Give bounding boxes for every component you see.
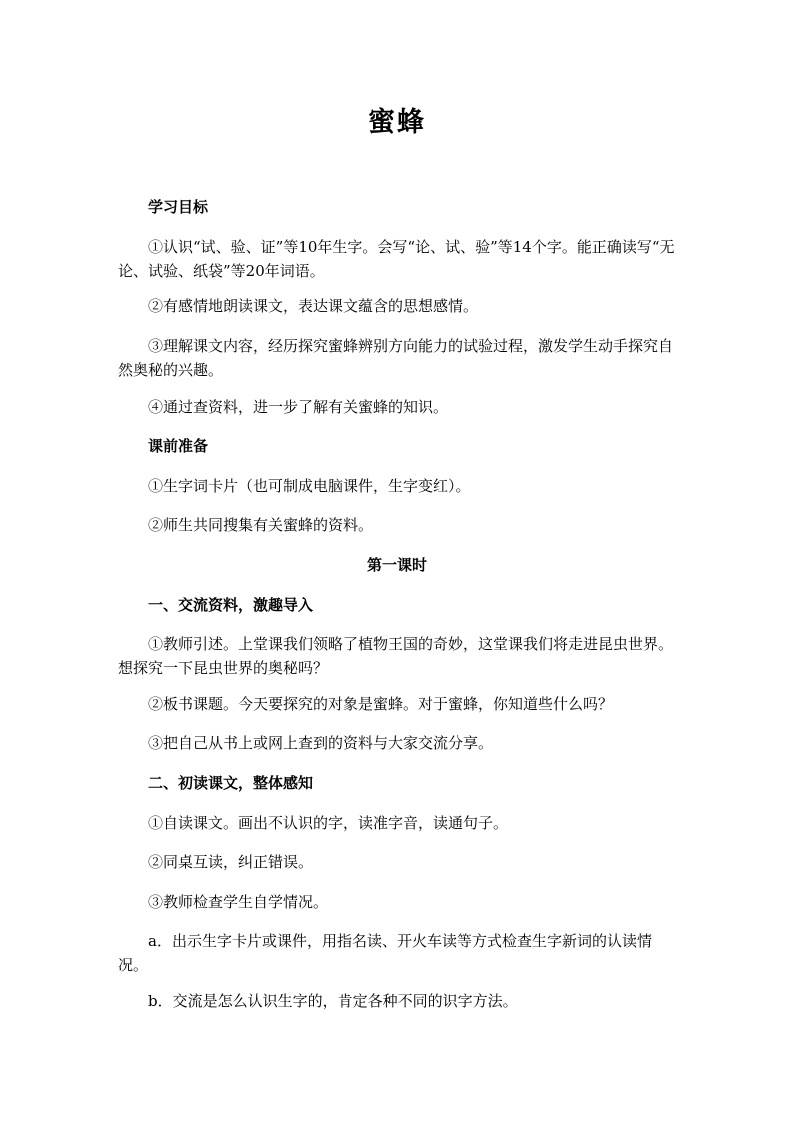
section-heading-prep: 课前准备	[148, 437, 209, 455]
part2-item-3: ③教师检查学生自学情况。	[148, 893, 329, 911]
goal-item-2: ②有感情地朗读课文，表达课文蕴含的思想感情。	[148, 297, 479, 315]
part2-heading: 二、初读课文，整体感知	[148, 774, 314, 792]
goal-item-4: ④通过查资料，进一步了解有关蜜蜂的知识。	[148, 398, 449, 416]
part2-item-a: a．出示生字卡片或课件，用指名读、开火车读等方式检查生字新词的认读情况。	[118, 932, 652, 974]
part2-item-2: ②同桌互读，纠正错误。	[148, 853, 314, 871]
prep-item-1: ①生字词卡片（也可制成电脑课件，生字变红）。	[148, 477, 471, 495]
lesson-heading: 第一课时	[366, 556, 427, 574]
section-heading-goals: 学习目标	[148, 198, 209, 216]
part1-heading: 一、交流资料，激趣导入	[148, 596, 314, 614]
goal-item-3: ③理解课文内容，经历探究蜜蜂辨别方向能力的试验过程，激发学生动手探究自然奥秘的兴趣。	[118, 337, 674, 379]
part1-item-1: ①教师引述。上堂课我们领略了植物王国的奇妙，这堂课我们将走进昆虫世界。想探究一下昆虫世界的奥秘吗？	[118, 635, 674, 677]
prep-item-2: ②师生共同搜集有关蜜蜂的资料。	[148, 516, 374, 534]
part1-item-2: ②板书课题。今天要探究的对象是蜜蜂。对于蜜蜂，你知道些什么吗？	[148, 695, 614, 713]
part2-item-1: ①自读课文。画出不认识的字，读准字音，读通句子。	[148, 814, 509, 832]
goal-item-1: ①认识“试、验、证”等10年生字。会写“论、试、验”等14个字。能正确读写“无论、试验、纸袋”等20年词语。	[118, 238, 675, 280]
part2-item-b: b．交流是怎么认识生字的，肯定各种不同的识字方法。	[148, 992, 518, 1010]
part1-item-3: ③把自己从书上或网上查到的资料与大家交流分享。	[148, 734, 494, 752]
page-title: 蜜蜂	[368, 107, 426, 138]
